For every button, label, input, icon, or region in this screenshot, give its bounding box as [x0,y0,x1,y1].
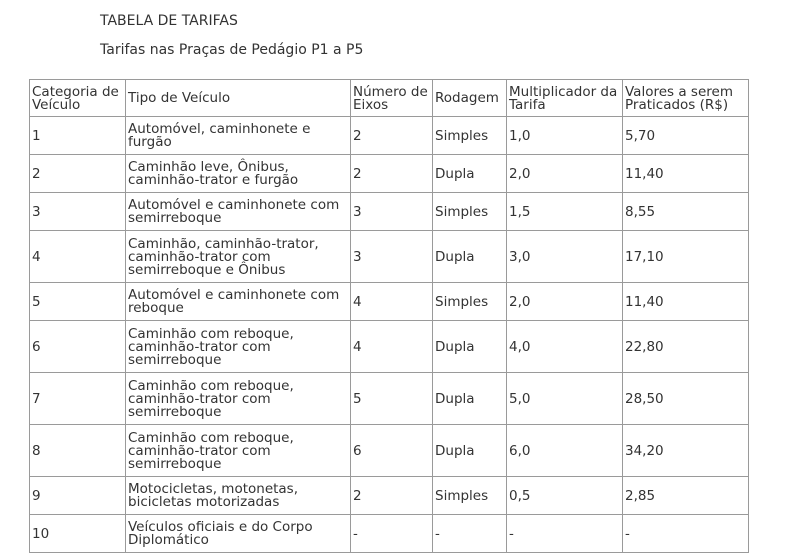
cell-valor: 34,20 [623,425,749,477]
cell-tipo: Caminhão leve, Ônibus, caminhão-trator e furgão [126,155,351,193]
cell-tipo: Automóvel e caminhonete com semirreboque [126,193,351,231]
cell-categoria: 7 [30,373,126,425]
cell-valor: 11,40 [623,283,749,321]
cell-tipo: Automóvel, caminhonete e furgão [126,117,351,155]
cell-eixos: 4 [351,321,433,373]
cell-rodagem: Simples [433,193,507,231]
table-row [30,321,749,373]
cell-eixos: 4 [351,283,433,321]
cell-rodagem: Simples [433,283,507,321]
cell-eixos: 2 [351,117,433,155]
cell-rodagem: Dupla [433,425,507,477]
page-subtitle: Tarifas nas Praças de Pedágio P1 a P5 [100,42,364,58]
cell-valor: 8,55 [623,193,749,231]
cell-valor: 22,80 [623,321,749,373]
header-categoria: Categoria de Veículo [30,80,126,117]
cell-rodagem: Simples [433,117,507,155]
cell-categoria: 8 [30,425,126,477]
cell-categoria: 6 [30,321,126,373]
cell-multiplicador: 3,0 [507,231,623,283]
table-row [30,373,749,425]
table-row [30,231,749,283]
cell-categoria: 5 [30,283,126,321]
cell-eixos: - [351,515,433,553]
cell-valor: 28,50 [623,373,749,425]
cell-categoria: 9 [30,477,126,515]
cell-valor: 17,10 [623,231,749,283]
cell-tipo: Veículos oficiais e do Corpo Diplomático [126,515,351,553]
header-valores: Valores a serem Praticados (R$) [623,80,749,117]
cell-eixos: 3 [351,193,433,231]
cell-multiplicador: 1,5 [507,193,623,231]
cell-valor: - [623,515,749,553]
tariff-table [29,79,749,553]
table-row [30,425,749,477]
header-eixos: Número de Eixos [351,80,433,117]
header-multiplicador: Multiplicador da Tarifa [507,80,623,117]
table-row [30,477,749,515]
cell-multiplicador: - [507,515,623,553]
cell-multiplicador: 1,0 [507,117,623,155]
table-row [30,283,749,321]
cell-tipo: Caminhão, caminhão-trator, caminhão-trator com semirreboque e Ônibus [126,231,351,283]
cell-tipo: Automóvel e caminhonete com reboque [126,283,351,321]
table-row [30,193,749,231]
cell-multiplicador: 2,0 [507,283,623,321]
cell-eixos: 3 [351,231,433,283]
cell-tipo: Motocicletas, motonetas, bicicletas motorizadas [126,477,351,515]
cell-tipo: Caminhão com reboque, caminhão-trator com semirreboque [126,373,351,425]
cell-categoria: 10 [30,515,126,553]
page-title: TABELA DE TARIFAS [100,13,238,29]
cell-categoria: 3 [30,193,126,231]
header-tipo: Tipo de Veículo [126,80,351,117]
cell-rodagem: Simples [433,477,507,515]
table-row [30,515,749,553]
cell-valor: 2,85 [623,477,749,515]
cell-multiplicador: 2,0 [507,155,623,193]
cell-valor: 5,70 [623,117,749,155]
cell-categoria: 4 [30,231,126,283]
header-rodagem: Rodagem [433,80,507,117]
table-row [30,155,749,193]
table-row [30,117,749,155]
cell-categoria: 1 [30,117,126,155]
cell-multiplicador: 5,0 [507,373,623,425]
cell-tipo: Caminhão com reboque, caminhão-trator com semirreboque [126,425,351,477]
cell-tipo: Caminhão com reboque, caminhão-trator com semirreboque [126,321,351,373]
table-header-row [30,80,749,117]
cell-valor: 11,40 [623,155,749,193]
cell-multiplicador: 6,0 [507,425,623,477]
cell-rodagem: Dupla [433,231,507,283]
cell-multiplicador: 4,0 [507,321,623,373]
cell-multiplicador: 0,5 [507,477,623,515]
cell-rodagem: - [433,515,507,553]
cell-rodagem: Dupla [433,155,507,193]
cell-rodagem: Dupla [433,373,507,425]
cell-rodagem: Dupla [433,321,507,373]
cell-categoria: 2 [30,155,126,193]
cell-eixos: 6 [351,425,433,477]
cell-eixos: 2 [351,477,433,515]
cell-eixos: 5 [351,373,433,425]
cell-eixos: 2 [351,155,433,193]
